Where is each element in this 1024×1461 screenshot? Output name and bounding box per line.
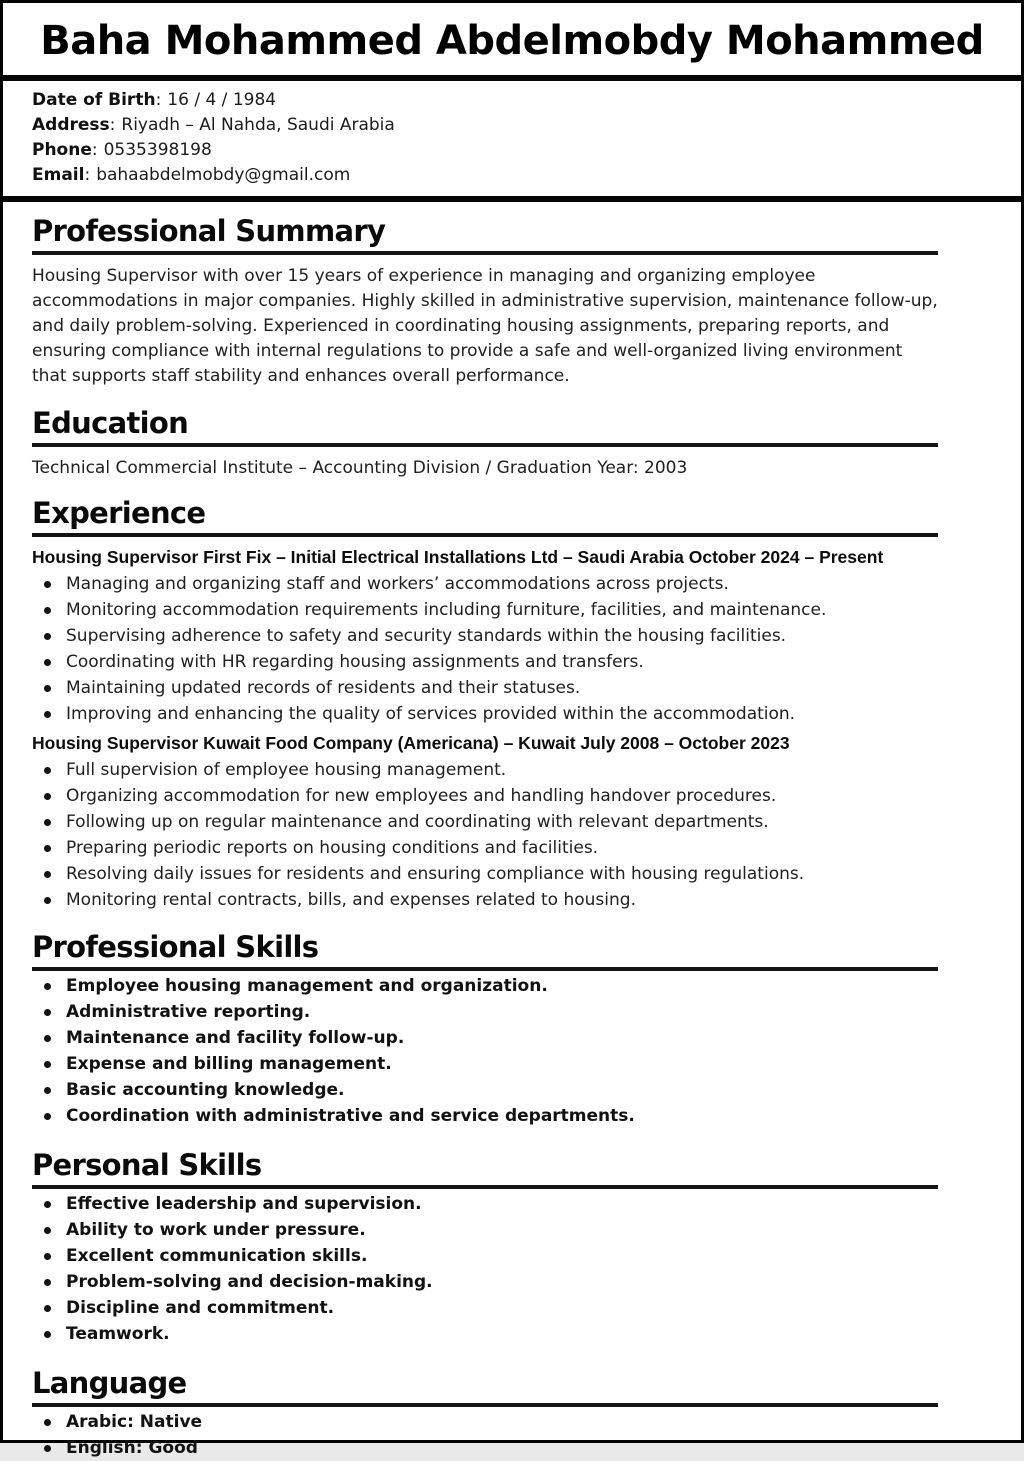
list-item [32,784,938,809]
list-item [32,810,938,835]
bullet-text: Excellent communication skills. [66,1246,368,1266]
bullet-text: Managing and organizing staff and workers’ accommodations across projects. [66,574,729,594]
contact-value: bahaabdelmobdy@gmail.com [96,165,351,185]
section-experience [32,496,938,913]
list-item [32,974,938,999]
bullet-text: Preparing periodic reports on housing conditions and facilities. [66,838,599,858]
bullet-icon [44,1113,51,1120]
job-bullets-americana [32,758,938,913]
bullet-icon [44,1279,51,1286]
section-education [32,406,938,481]
bullet-text: Coordination with administrative and service departments. [66,1106,635,1126]
list-item [32,572,938,597]
bullet-icon [44,659,51,666]
bullet-text: Effective leadership and supervision. [66,1194,422,1214]
contact-label: Email [32,165,85,185]
list-item [32,702,938,727]
summary-paragraph: Housing Supervisor with over 15 years of experience in managing and organizing employee accommodations in major companies. Highly skilled in administrative supervision, maintenance follow-up, and daily problem-solving. Experienced in coordinating housing assignments, preparing reports, and ensuring compliance with internal regulations to provide a safe and well-organized living environment that supports staff stability and enhances overall performance. [32,266,938,386]
bullet-text: Organizing accommodation for new employees and handling handover procedures. [66,786,777,806]
section-title: Education [32,406,938,447]
section-title: Language [32,1366,938,1407]
contact-value: 0535398198 [103,140,212,160]
bullet-icon [44,1445,51,1452]
bullet-icon [44,633,51,640]
bullet-icon [44,1035,51,1042]
contact-separator: : [84,165,91,185]
bullet-text: Resolving daily issues for residents and ensuring compliance with housing regulations. [66,864,805,884]
contact-separator: : [109,115,116,135]
bullet-text: Improving and enhancing the quality of services provided within the accommodation. [66,704,796,724]
list-item [32,1052,938,1077]
bullet-icon [44,1201,51,1208]
bullet-icon [44,711,51,718]
education-line: Technical Commercial Institute – Accounting Division / Graduation Year: 2003 [32,458,688,478]
bullet-text: Maintenance and facility follow-up. [66,1028,405,1048]
contact-line-email [32,163,1021,188]
bullet-text: Teamwork. [66,1324,170,1344]
bullet-icon [44,793,51,800]
contact-separator: : [91,140,98,160]
language-list [32,1410,938,1461]
bullet-icon [44,983,51,990]
bullet-text: Coordinating with HR regarding housing assignments and transfers. [66,652,644,672]
bullet-text: Basic accounting knowledge. [66,1080,345,1100]
bullet-text: Employee housing management and organization. [66,976,548,996]
contact-line-address [32,113,1021,138]
list-item [32,862,938,887]
list-item [32,598,938,623]
list-item [32,758,938,783]
list-item [32,1322,938,1347]
bullet-icon [44,607,51,614]
section-language [32,1366,938,1461]
list-item [32,1026,938,1051]
section-title: Personal Skills [32,1148,938,1189]
bullet-text: Problem-solving and decision-making. [66,1272,433,1292]
list-item [32,1218,938,1243]
bullet-icon [44,1331,51,1338]
list-item [32,1000,938,1025]
list-item [32,1270,938,1295]
bullet-text: Maintaining updated records of residents and their statuses. [66,678,581,698]
list-item [32,1296,938,1321]
bullet-icon [44,767,51,774]
bullet-text: Expense and billing management. [66,1054,392,1074]
candidate-name: Baha Mohammed Abdelmobdy Mohammed [40,18,984,64]
contact-line-phone [32,138,1021,163]
section-personal-skills [32,1148,938,1347]
list-item [32,1410,938,1435]
personal-skills-list [32,1192,938,1347]
bullet-text: Discipline and commitment. [66,1298,335,1318]
name-header [3,3,1021,81]
contact-value: Riyadh – Al Nahda, Saudi Arabia [121,115,395,135]
resume-content [3,214,1021,1461]
contact-value: 16 / 4 / 1984 [167,90,277,110]
list-item [32,1078,938,1103]
bullet-icon [44,819,51,826]
bullet-text: Ability to work under pressure. [66,1220,366,1240]
job-title-first-fix: Housing Supervisor First Fix – Initial Electrical Installations Ltd – Saudi Arabia October 2024 – Present [32,547,884,567]
bullet-text: Administrative reporting. [66,1002,311,1022]
bullet-icon [44,1061,51,1068]
bullet-text: Supervising adherence to safety and security standards within the housing facilities. [66,626,787,646]
bullet-icon [44,1253,51,1260]
list-item [32,650,938,675]
bullet-icon [44,685,51,692]
bullet-text: English: Good [66,1438,198,1458]
list-item [32,1104,938,1129]
bullet-icon [44,1419,51,1426]
bullet-icon [44,897,51,904]
section-title: Professional Skills [32,930,938,971]
list-item [32,1244,938,1269]
list-item [32,836,938,861]
list-item [32,624,938,649]
bullet-text: Monitoring accommodation requirements including furniture, facilities, and maintenance. [66,600,827,620]
job-bullets-first-fix [32,572,938,727]
bullet-text: Following up on regular maintenance and coordinating with relevant departments. [66,812,769,832]
bullet-text: Full supervision of employee housing management. [66,760,507,780]
section-professional-skills [32,930,938,1129]
list-item [32,1436,938,1461]
contact-label: Date of Birth [32,90,156,110]
section-professional-summary [32,214,938,389]
bullet-icon [44,1227,51,1234]
bullet-icon [44,1009,51,1016]
contact-separator: : [155,90,162,110]
contact-label: Address [32,115,110,135]
section-title: Professional Summary [32,214,938,255]
job-title-americana: Housing Supervisor Kuwait Food Company (Americana) – Kuwait July 2008 – October 2023 [32,733,790,753]
bullet-icon [44,581,51,588]
bullet-icon [44,1305,51,1312]
professional-skills-list [32,974,938,1129]
list-item [32,1192,938,1217]
bullet-icon [44,1087,51,1094]
contact-block [3,81,1021,202]
list-item [32,676,938,701]
contact-label: Phone [32,140,92,160]
bullet-text: Arabic: Native [66,1412,203,1432]
bullet-icon [44,845,51,852]
bullet-text: Monitoring rental contracts, bills, and expenses related to housing. [66,890,636,910]
bullet-icon [44,871,51,878]
list-item [32,888,938,913]
contact-line-dob [32,88,1021,113]
section-title: Experience [32,496,938,537]
